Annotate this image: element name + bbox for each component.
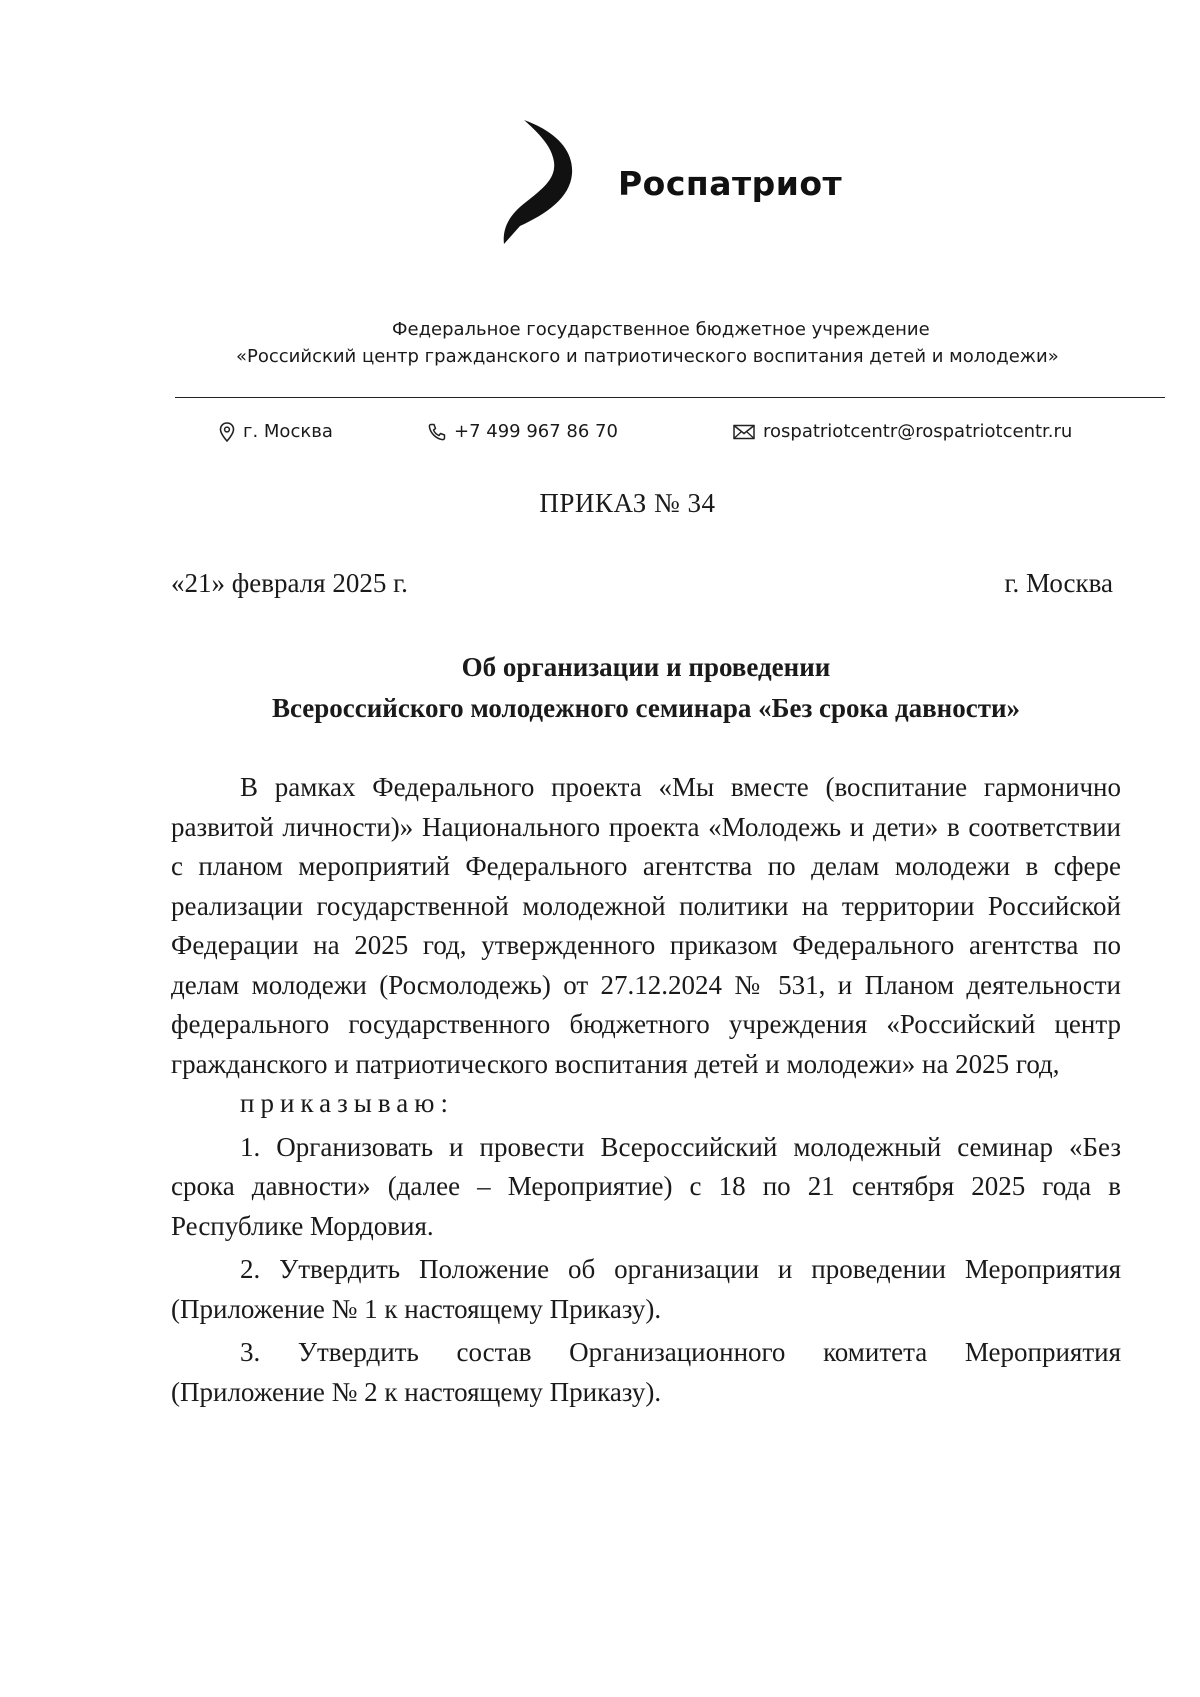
order-title: ПРИКАЗ № 34 — [539, 488, 716, 518]
phone-icon — [428, 423, 446, 441]
order-subject — [171, 647, 1121, 729]
order-item: 2. Утвердить Положение об организации и проведении Мероприятия (Приложение № 1 к настоящему Приказу). — [171, 1254, 1121, 1324]
contact-email[interactable] — [733, 421, 1072, 442]
contact-phone[interactable] — [428, 421, 618, 442]
org-name: «Российский центр гражданского и патриотического воспитания детей и молодежи» — [236, 346, 1059, 367]
org-type: Федеральное государственное бюджетное учреждение — [392, 319, 930, 340]
orders-word: приказываю: — [240, 1088, 454, 1118]
subject-line-2: Всероссийского молодежного семинара «Без срока давности» — [271, 693, 1021, 723]
header-divider — [175, 397, 1165, 398]
brand-name: Роспатриот — [618, 164, 843, 203]
subject-line-1: Об организации и проведении — [461, 652, 831, 682]
mail-icon — [733, 424, 755, 440]
rospatriot-logo-icon — [500, 118, 598, 246]
order-item: 1. Организовать и провести Всероссийский молодежный семинар «Без срока давности» (далее – Мероприятие) с 18 по 21 сентября 2025 года в Республике Мордовия. — [171, 1131, 1121, 1241]
preamble-paragraph: В рамках Федерального проекта «Мы вместе (воспитание гармонично развитой личности)» Национального проекта «Молодежь и дети» в соответствии с планом мероприятий Федерального агентства по делам молодежи в сфере реализации государственной молодежной политики на территории Российской Федерации на 2025 год, утвержденного приказом Федерального агентства по делам молодежи (Росмолодежь) от 27.12.2024 № 531, и Планом деятельности федерального государственного бюджетного учреждения «Российский центр гражданского и патриотического воспитания детей и молодежи» на 2025 год, — [171, 772, 1121, 1079]
order-date: «21» февраля 2025 г. — [171, 568, 408, 598]
contacts-bar — [0, 421, 1200, 449]
contact-email-text: rospatriotcentr@rospatriotcentr.ru — [763, 421, 1073, 442]
location-pin-icon — [219, 422, 235, 442]
order-body — [171, 768, 1121, 1412]
contact-city-text: г. Москва — [243, 421, 333, 442]
order-item: 3. Утвердить состав Организационного комитета Мероприятия (Приложение № 2 к настоящему Приказу). — [171, 1337, 1121, 1407]
contact-city — [219, 421, 333, 442]
contact-phone-text: +7 499 967 86 70 — [454, 421, 618, 442]
order-place: г. Москва — [1004, 568, 1113, 598]
date-line — [171, 568, 1121, 599]
